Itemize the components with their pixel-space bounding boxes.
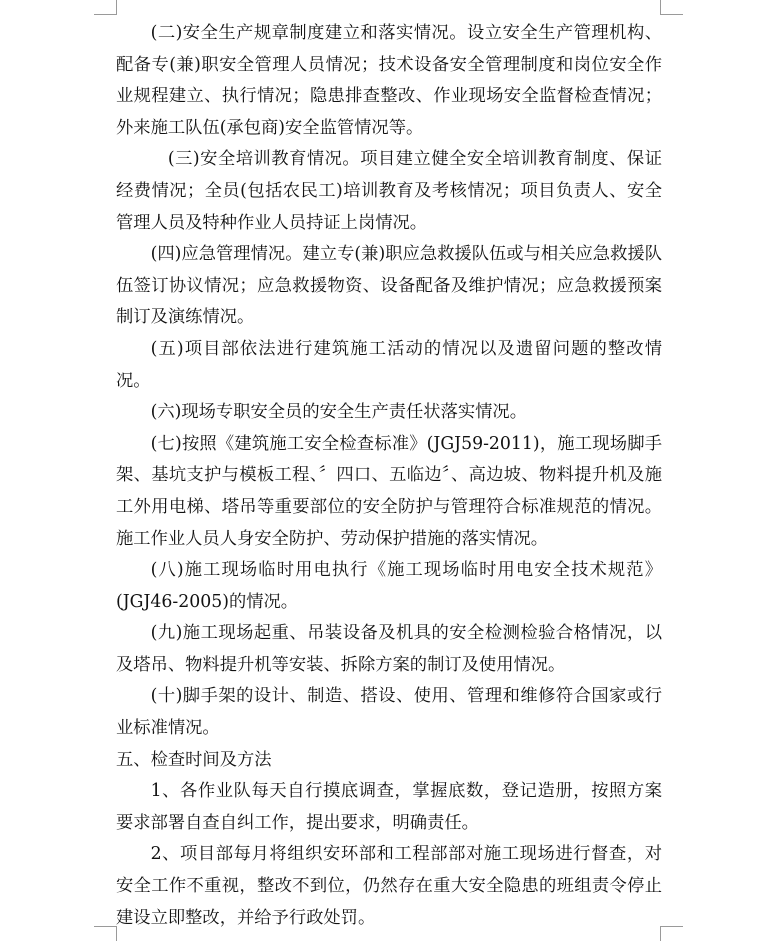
method-item-1: 1、各作业队每天自行摸底调查，掌握底数，登记造册，按照方案要求部署自查自纠工作，提出要求，明确责任。 [116,781,662,833]
paragraph-2: (二)安全生产规章制度建立和落实情况。设立安全生产管理机构、配备专(兼)职安全管理人员情况；技术设备安全管理制度和岗位安全作业规程建立、执行情况；隐患排查整改、作业现场安全监督检查情况；外来施工队伍(承包商)安全监管情况等。 [116,23,662,138]
paragraph-5: (五)项目部依法进行建筑施工活动的情况以及遗留问题的整改情况。 [116,338,662,391]
paragraph-4: (四)应急管理情况。建立专(兼)职应急救援队伍或与相关应急救援队伍签订协议情况；应急救援物资、设备配备及维护情况；应急救援预案制订及演练情况。 [116,244,662,328]
page-corner-mark-top-left [94,0,117,15]
paragraph-10: (十)脚手架的设计、制造、搭设、使用、管理和维修符合国家或行业标准情况。 [116,686,662,739]
document-body [116,18,662,934]
page-corner-mark-bottom-left [94,926,117,941]
paragraph-7: (七)按照《建筑施工安全检查标准》(JGJ59-2011)，施工现场脚手架、基坑支护与模板工程、〞四口、五临边〞、高边坡、物料提升机及施工外用电梯、塔吊等重要部位的安全防护与管理符合标准规范的情况。施工作业人员人身安全防护、劳动保护措施的落实情况。 [116,433,662,549]
paragraph-8: (八)施工现场临时用电执行《施工现场临时用电安全技术规范》(JGJ46-2005)的情况。 [116,560,662,612]
paragraph-6: (六)现场专职安全员的安全生产责任状落实情况。 [150,402,527,423]
page-corner-mark-bottom-right [660,926,683,941]
paragraph-3: (三)安全培训教育情况。项目建立健全安全培训教育制度、保证经费情况；全员(包括农民工)培训教育及考核情况；项目负责人、安全管理人员及特种作业人员持证上岗情况。 [116,149,662,233]
section-heading: 五、检查时间及方法 [116,749,272,770]
page-corner-mark-top-right [660,0,683,15]
paragraph-9: (九)施工现场起重、吊装设备及机具的安全检测检验合格情况，以及塔吊、物料提升机等安装、拆除方案的制订及使用情况。 [116,623,662,675]
method-item-2: 2、项目部每月将组织安环部和工程部部对施工现场进行督查，对安全工作不重视，整改不到位，仍然存在重大安全隐患的班组责令停止建设立即整改，并给予行政处罚。 [116,844,662,928]
